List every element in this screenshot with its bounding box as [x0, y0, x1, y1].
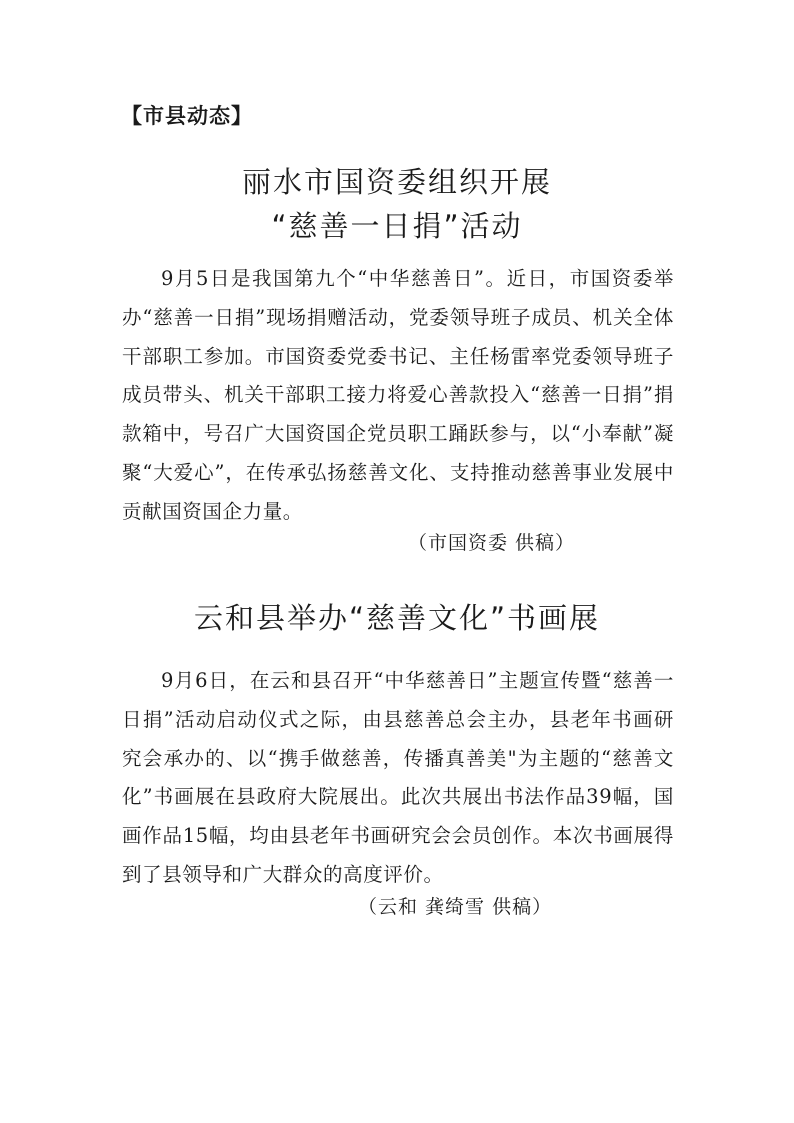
article-2-source: （云和 龚绮雪 供稿） — [358, 896, 553, 918]
article-1-body — [122, 260, 674, 532]
article-1-source: （市国资委 供稿） — [408, 532, 576, 554]
article-2-body — [122, 662, 674, 895]
section-tag: 【市县动态】 — [121, 104, 253, 128]
article-1-title-line-2: “慈善一日捐”活动 — [271, 209, 523, 243]
article-1-title-line-1: 丽水市国资委组织开展 — [241, 165, 552, 199]
article-2-paragraph: 9月6日，在云和县召开“中华慈善日”主题宣传暨“慈善一日捐”活动启动仪式之际，由县慈善总会主办，县老年书画研究会承办的、以“携手做慈善，传播真善美"为主题的“慈善文化”书画展在县政府大院展出。此次共展出书法作品39幅，国画作品15幅，均由县老年书画研究会会员创作。本次书画展得到了县领导和广大群众的高度评价。 — [122, 669, 674, 886]
article-1-paragraph: 9月5日是我国第九个“中华慈善日”。近日，市国资委举办“慈善一日捐”现场捐赠活动，党委领导班子成员、机关全体干部职工参加。市国资委党委书记、主任杨雷率党委领导班子成员带头、机关干部职工接力将爱心善款投入“慈善一日捐”捐款箱中，号召广大国资国企党员职工踊跃参与，以“小奉献”凝聚“大爱心”，在传承弘扬慈善文化、支持推动慈善事业发展中贡献国资国企力量。 — [122, 267, 674, 523]
article-2-title: 云和县举办“慈善文化”书画展 — [193, 601, 601, 635]
